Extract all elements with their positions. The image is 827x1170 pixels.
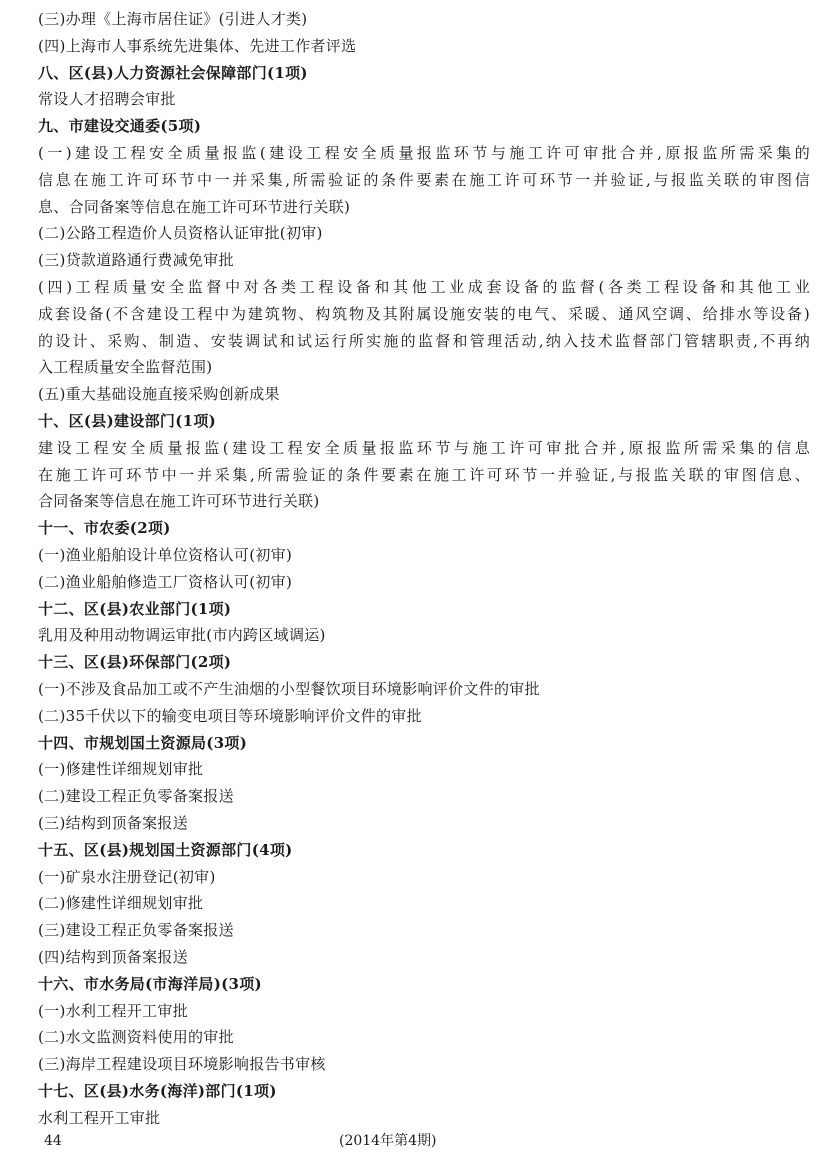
text-line: (三)海岸工程建设项目环境影响报告书审核	[38, 1055, 326, 1074]
text-line: (一)渔业船舶设计单位资格认可(初审)	[38, 546, 293, 564]
section-heading: 十一、市农委(2项)	[38, 519, 171, 538]
text-line: (二)35千伏以下的输变电项目等环境影响评价文件的审批	[38, 706, 422, 725]
text-line: (五)重大基础设施直接采购创新成果	[38, 385, 280, 404]
text-line: (四)工程质量安全监督中对各类工程设备和其他工业成套设备的监督(各类工程设备和其他工业	[38, 278, 810, 296]
section-heading: 十四、市规划国土资源局(3项)	[38, 733, 248, 752]
text-line: 水利工程开工审批	[38, 1108, 161, 1127]
section-heading: 十三、区(县)环保部门(2项)	[38, 653, 232, 672]
text-line: (一)水利工程开工审批	[38, 1001, 189, 1020]
text-line: (三)办理《上海市居住证》(引进人才类)	[38, 10, 308, 28]
section-heading: 十七、区(县)水务(海洋)部门(1项)	[38, 1082, 277, 1100]
text-line: 入工程质量安全监督范围)	[38, 358, 213, 377]
text-line: (二)修建性详细规划审批	[38, 894, 204, 913]
section-heading: 十六、市水务局(市海洋局)(3项)	[38, 974, 262, 993]
text-line: (一)修建性详细规划审批	[38, 760, 204, 779]
section-heading: 十二、区(县)农业部门(1项)	[38, 599, 232, 618]
text-line: (二)公路工程造价人员资格认证审批(初审)	[38, 224, 323, 243]
text-line: (四)结构到顶备案报送	[38, 948, 189, 966]
text-line: 成套设备(不含建设工程中为建筑物、构筑物及其附属设施安装的电气、采暖、通风空调、给排水等设备)	[38, 304, 810, 323]
section-heading: 九、市建设交通委(5项)	[38, 117, 202, 136]
text-line: (二)渔业船舶修造工厂资格认可(初审)	[38, 572, 293, 591]
issue-label: (2014年第4期)	[339, 1133, 437, 1149]
text-line: 的设计、采购、制造、安装调试和试运行所实施的监督和管理活动,纳入技术监督部门管辖职责,不再纳	[38, 331, 810, 350]
text-line: (四)上海市人事系统先进集体、先进工作者评选	[38, 36, 357, 55]
text-line: (一)建设工程安全质量报监(建设工程安全质量报监环节与施工许可审批合并,原报监所需采集的	[38, 144, 810, 162]
text-line: 建设工程安全质量报监(建设工程安全质量报监环节与施工许可审批合并,原报监所需采集的信息	[38, 438, 810, 457]
text-line: 合同备案等信息在施工许可环节进行关联)	[38, 492, 320, 511]
section-heading: 八、区(县)人力资源社会保障部门(1项)	[38, 63, 308, 82]
text-line: 乳用及种用动物调运审批(市内跨区域调运)	[38, 626, 326, 645]
section-heading: 十、区(县)建设部门(1项)	[38, 412, 217, 430]
text-line: (一)不涉及食品加工或不产生油烟的小型餐饮项目环境影响评价文件的审批	[38, 680, 540, 698]
text-line: (三)结构到顶备案报送	[38, 814, 189, 832]
text-line: 常设人才招聘会审批	[38, 90, 176, 109]
section-heading: 十五、区(县)规划国土资源部门(4项)	[38, 840, 293, 859]
page-number: 44	[44, 1133, 62, 1149]
text-line: 在施工许可环节中一并采集,所需验证的条件要素在施工许可环节一并验证,与报监关联的审图信息、	[38, 465, 810, 484]
text-line: 信息在施工许可环节中一并采集,所需验证的条件要素在施工许可环节一并验证,与报监关联的审图信	[38, 170, 810, 189]
text-line: (二)建设工程正负零备案报送	[38, 787, 234, 806]
text-line: (一)矿泉水注册登记(初审)	[38, 867, 216, 886]
text-line: (二)水文监测资料使用的审批	[38, 1028, 234, 1047]
text-line: (三)建设工程正负零备案报送	[38, 921, 234, 940]
text-line: 息、合同备案等信息在施工许可环节进行关联)	[38, 197, 351, 216]
text-line: (三)贷款道路通行费减免审批	[38, 251, 234, 270]
